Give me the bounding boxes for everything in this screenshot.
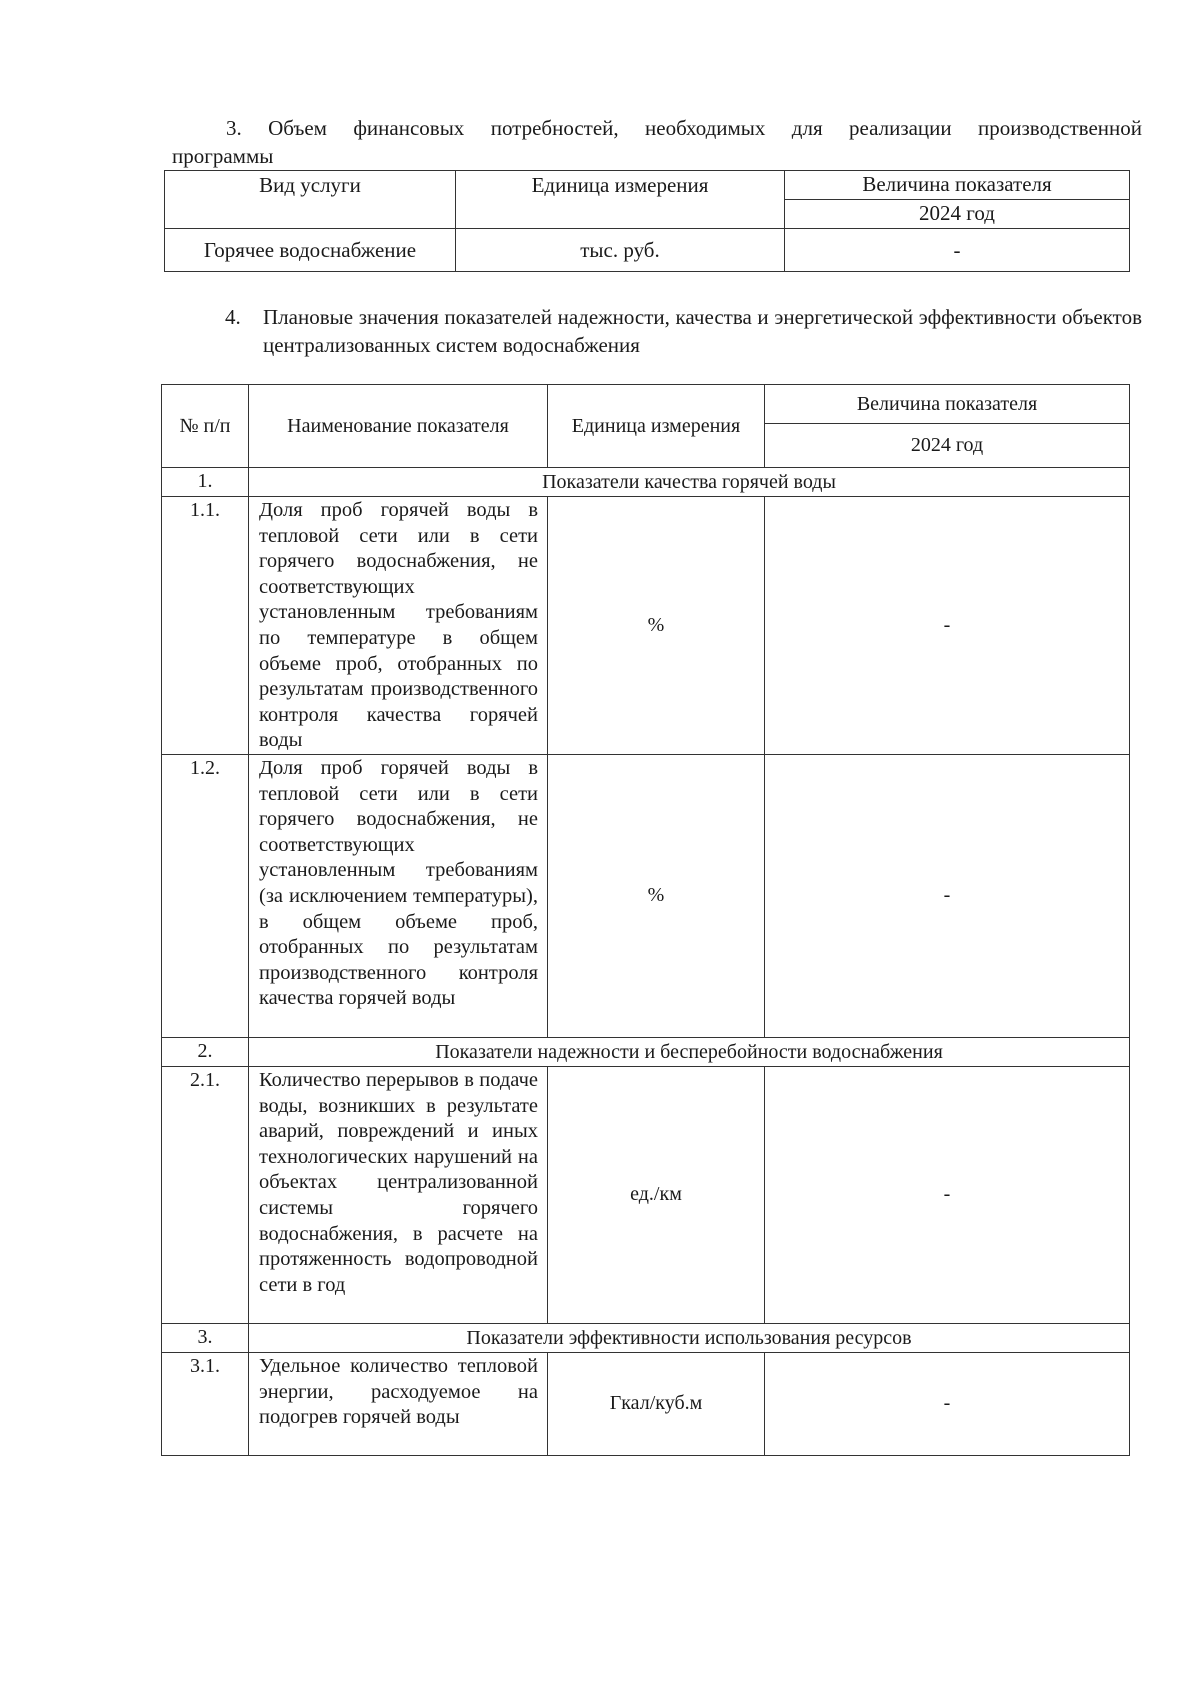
section-4-title: Плановые значения показателей надежности, качества и энергетической эффективности объектов централизованных систем водоснабжения (263, 305, 1142, 357)
row-unit: Гкал/куб.м (548, 1352, 765, 1455)
header-year: 2024 год (765, 424, 1130, 468)
group-title: Показатели надежности и бесперебойности водоснабжения (249, 1037, 1130, 1066)
table-row (162, 1066, 1130, 1323)
group-row (162, 1323, 1130, 1352)
row-name: Количество перерывов в подаче воды, возникших в результате аварий, повреждений и иных технологических нарушений на объектах централизованной системы горячего водоснабжения, в расчете на протяженность водопроводной сети в год (249, 1066, 548, 1323)
row-unit: ед./км (548, 1066, 765, 1323)
row-value: - (765, 1066, 1130, 1323)
header-year: 2024 год (785, 200, 1130, 229)
group-row (162, 468, 1130, 497)
indicators-table (161, 384, 1130, 1456)
section-3-heading (172, 114, 1142, 170)
group-row (162, 1037, 1130, 1066)
section-4-heading (225, 303, 1142, 359)
row-unit: % (548, 754, 765, 1037)
table-row (162, 754, 1130, 1037)
table-row (165, 229, 1130, 272)
header-num: № п/п (162, 385, 249, 468)
row-num: 2.1. (162, 1066, 249, 1323)
row-name: Доля проб горячей воды в тепловой сети или в сети горячего водоснабжения, не соответствующих установленным требованиям (за исключением температуры), в общем объеме проб, отобранных по результатам производственного контроля качества горячей воды (249, 754, 548, 1037)
header-unit: Единица измерения (456, 171, 785, 229)
financial-needs-table (164, 170, 1130, 272)
group-num: 2. (162, 1037, 249, 1066)
row-name: Удельное количество тепловой энергии, расходуемое на подогрев горячей воды (249, 1352, 548, 1455)
row-value: - (765, 497, 1130, 755)
header-service-type: Вид услуги (165, 171, 456, 229)
row-value: - (765, 754, 1130, 1037)
row-name: Доля проб горячей воды в тепловой сети или в сети горячего водоснабжения, не соответствующих установленным требованиям по температуре в общем объеме проб, отобранных по результатам производственного контроля качества горячей воды (249, 497, 548, 755)
row-unit: % (548, 497, 765, 755)
group-num: 3. (162, 1323, 249, 1352)
header-name: Наименование показателя (249, 385, 548, 468)
header-value: Величина показателя (785, 171, 1130, 200)
table-row (162, 1352, 1130, 1455)
table-row (162, 497, 1130, 755)
section-3-heading-line2: программы (172, 144, 274, 168)
section-3-heading-line1: 3. Объем финансовых потребностей, необходимых для реализации производственной (226, 116, 1142, 140)
header-unit: Единица измерения (548, 385, 765, 468)
cell-value: - (785, 229, 1130, 272)
cell-service: Горячее водоснабжение (165, 229, 456, 272)
row-num: 1.2. (162, 754, 249, 1037)
row-num: 3.1. (162, 1352, 249, 1455)
row-value: - (765, 1352, 1130, 1455)
header-value: Величина показателя (765, 385, 1130, 424)
section-4-number: 4. (225, 305, 241, 329)
group-title: Показатели эффективности использования ресурсов (249, 1323, 1130, 1352)
group-title: Показатели качества горячей воды (249, 468, 1130, 497)
row-num: 1.1. (162, 497, 249, 755)
cell-unit: тыс. руб. (456, 229, 785, 272)
group-num: 1. (162, 468, 249, 497)
